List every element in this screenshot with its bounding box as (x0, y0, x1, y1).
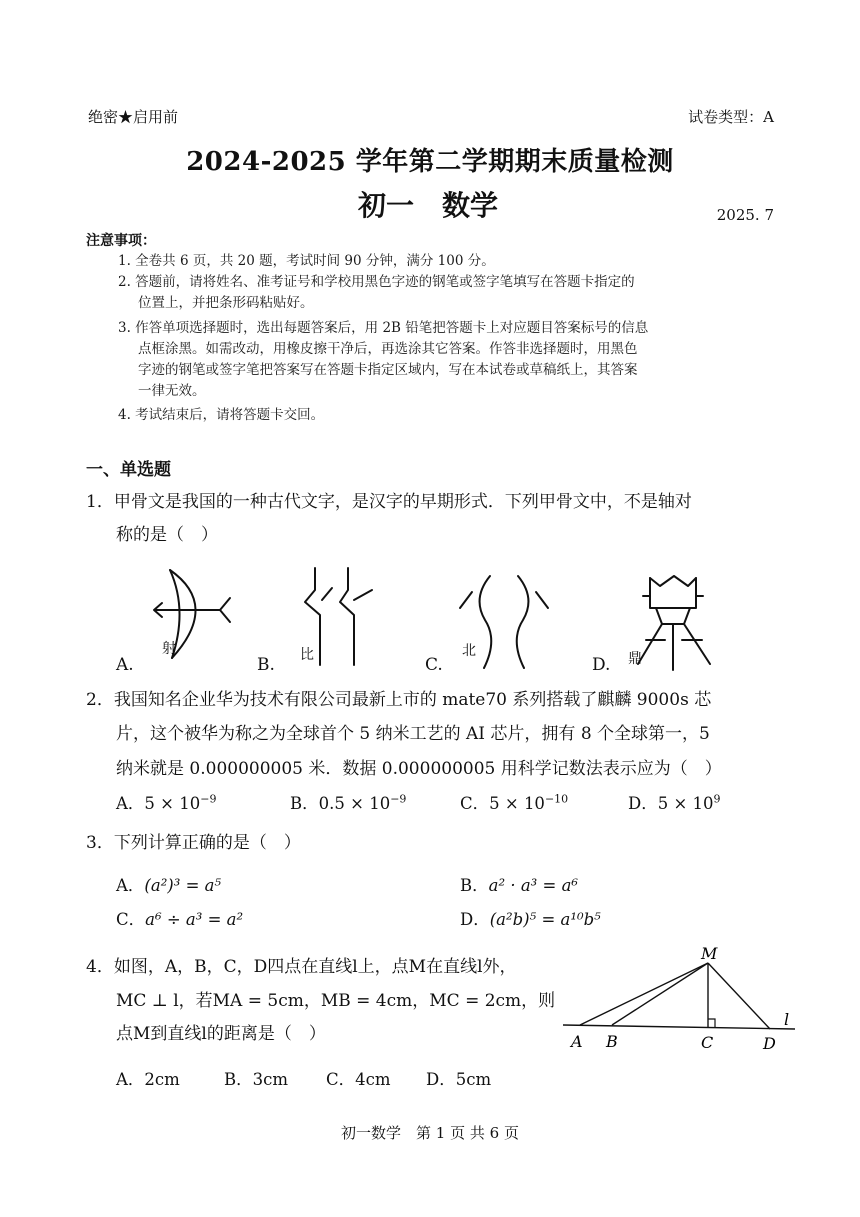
option-character: 北 (462, 643, 476, 659)
option-character: 比 (300, 647, 314, 663)
option-value: a⁶ ÷ a³ = a² (145, 910, 244, 929)
page-subtitle: 初一 数学 (358, 189, 499, 222)
question-2-line: 纳米就是 0.000000005 米．数据 0.000000005 用科学记数法表示应为（ ） (116, 759, 722, 779)
question-4-line: MC ⊥ l，若MA = 5cm，MB = 4cm，MC = 2cm，则 (116, 991, 556, 1011)
option-label[interactable]: C. (425, 655, 443, 675)
option-c[interactable] (116, 906, 243, 930)
option-d[interactable] (460, 906, 601, 930)
option-exponent: −9 (390, 792, 407, 806)
option-a[interactable] (116, 1066, 180, 1090)
note-line: 1. 全卷共 6 页，共 20 题，考试时间 90 分钟，满分 100 分。 (118, 253, 495, 269)
option-letter: D． (460, 910, 490, 929)
note-line: 3. 作答单项选择题时，选出每题答案后，用 2B 铅笔把答题卡上对应题目答案标号的信息 (118, 320, 649, 336)
option-value: 5 × 10 (144, 794, 201, 813)
option-letter: C． (460, 794, 490, 813)
option-label[interactable]: D. (592, 655, 611, 675)
oracle-char-bi-icon (305, 568, 372, 665)
segment-md (708, 963, 770, 1029)
option-letter: B． (224, 1070, 253, 1089)
line-distance-figure (555, 945, 800, 1060)
option-b[interactable] (290, 790, 406, 814)
option-a[interactable] (116, 872, 221, 896)
option-d[interactable] (628, 790, 721, 814)
option-letter: D． (628, 794, 658, 813)
question-4-line: 4．如图，A，B，C，D四点在直线l上，点M在直线l外， (86, 957, 517, 977)
option-d[interactable] (426, 1066, 491, 1090)
option-label[interactable]: A. (116, 655, 134, 675)
right-angle-mark (708, 1019, 715, 1027)
secret-label: 绝密★启用前 (88, 108, 179, 126)
option-value: (a²b)⁵ = a¹⁰b⁵ (489, 910, 601, 929)
question-2-line: 2．我国知名企业华为技术有限公司最新上市的 mate70 系列搭载了麒麟 9000s 芯 (86, 690, 712, 710)
question-4-line: 点M到直线l的距离是（ ） (116, 1024, 326, 1044)
option-value: 4cm (355, 1070, 391, 1089)
option-a[interactable] (116, 790, 216, 814)
point-label-d: D (763, 1034, 776, 1053)
question-3-stem: 3．下列计算正确的是（ ） (86, 833, 301, 853)
option-value: 5 × 10 (657, 794, 714, 813)
option-letter: A． (116, 794, 145, 813)
note-line: 字迹的钢笔或签字笔把答案写在答题卡指定区域内，写在本试卷或草稿纸上，其答案 (138, 362, 638, 378)
option-b[interactable] (224, 1066, 288, 1090)
option-value: 5 × 10 (489, 794, 545, 813)
option-character: 射 (162, 641, 176, 657)
note-line: 点框涂黑。如需改动，用橡皮擦干净后，再选涂其它答案。作答非选择题时，用黑色 (138, 341, 638, 357)
option-letter: B． (290, 794, 319, 813)
option-value: 5cm (455, 1070, 492, 1089)
note-line: 一律无效。 (138, 383, 206, 399)
note-line: 4. 考试结束后，请将答题卡交回。 (118, 407, 325, 423)
note-line: 位置上，并把条形码粘贴好。 (138, 295, 314, 311)
option-c[interactable] (460, 790, 568, 814)
line-l (563, 1025, 795, 1029)
point-label-a: A (571, 1032, 583, 1051)
note-line: 2. 答题前，请将姓名、准考证号和学校用黑色字迹的钢笔或签字笔填写在答题卡指定的 (118, 274, 635, 290)
page-footer: 初一数学 第 1 页 共 6 页 (341, 1124, 519, 1142)
option-value: 3cm (252, 1070, 289, 1089)
option-b[interactable] (460, 872, 578, 896)
point-label-c: C (701, 1033, 714, 1052)
paper-type-label: 试卷类型：A (688, 108, 774, 126)
point-label-b: B (606, 1032, 618, 1051)
option-c[interactable] (326, 1066, 391, 1090)
option-exponent: −10 (544, 792, 569, 806)
option-exponent: 9 (713, 792, 721, 806)
option-letter: C． (326, 1070, 356, 1089)
option-value: (a²)³ = a⁵ (144, 876, 222, 895)
option-character: 鼎 (628, 651, 642, 667)
option-label[interactable]: B. (257, 655, 275, 675)
segment-ma (580, 963, 708, 1025)
option-letter: A． (116, 876, 145, 895)
option-letter: D． (426, 1070, 456, 1089)
oracle-char-ding-icon (638, 576, 710, 670)
notes-title: 注意事项： (86, 233, 156, 249)
option-value: 0.5 × 10 (318, 794, 391, 813)
option-value: 2cm (144, 1070, 180, 1089)
point-label-m: M (701, 945, 718, 963)
option-letter: C． (116, 910, 146, 929)
exam-date: 2025. 7 (716, 206, 774, 224)
question-2-line: 片，这个被华为称之为全球首个 5 纳米工艺的 AI 芯片，拥有 8 个全球第一，5 (116, 724, 710, 744)
question-1-line: 称的是（ ） (116, 525, 218, 545)
line-label-l: l (784, 1010, 790, 1029)
option-value: a² · a³ = a⁶ (488, 876, 579, 895)
option-letter: B． (460, 876, 489, 895)
option-letter: A． (116, 1070, 145, 1089)
option-exponent: −9 (200, 792, 217, 806)
page-title: 2024-2025 学年第二学期期末质量检测 (186, 147, 674, 177)
segment-mb (612, 963, 708, 1025)
section-heading: 一、单选题 (86, 460, 171, 480)
question-1-line: 1．甲骨文是我国的一种古代文字，是汉字的早期形式．下列甲骨文中，不是轴对 (86, 492, 692, 512)
